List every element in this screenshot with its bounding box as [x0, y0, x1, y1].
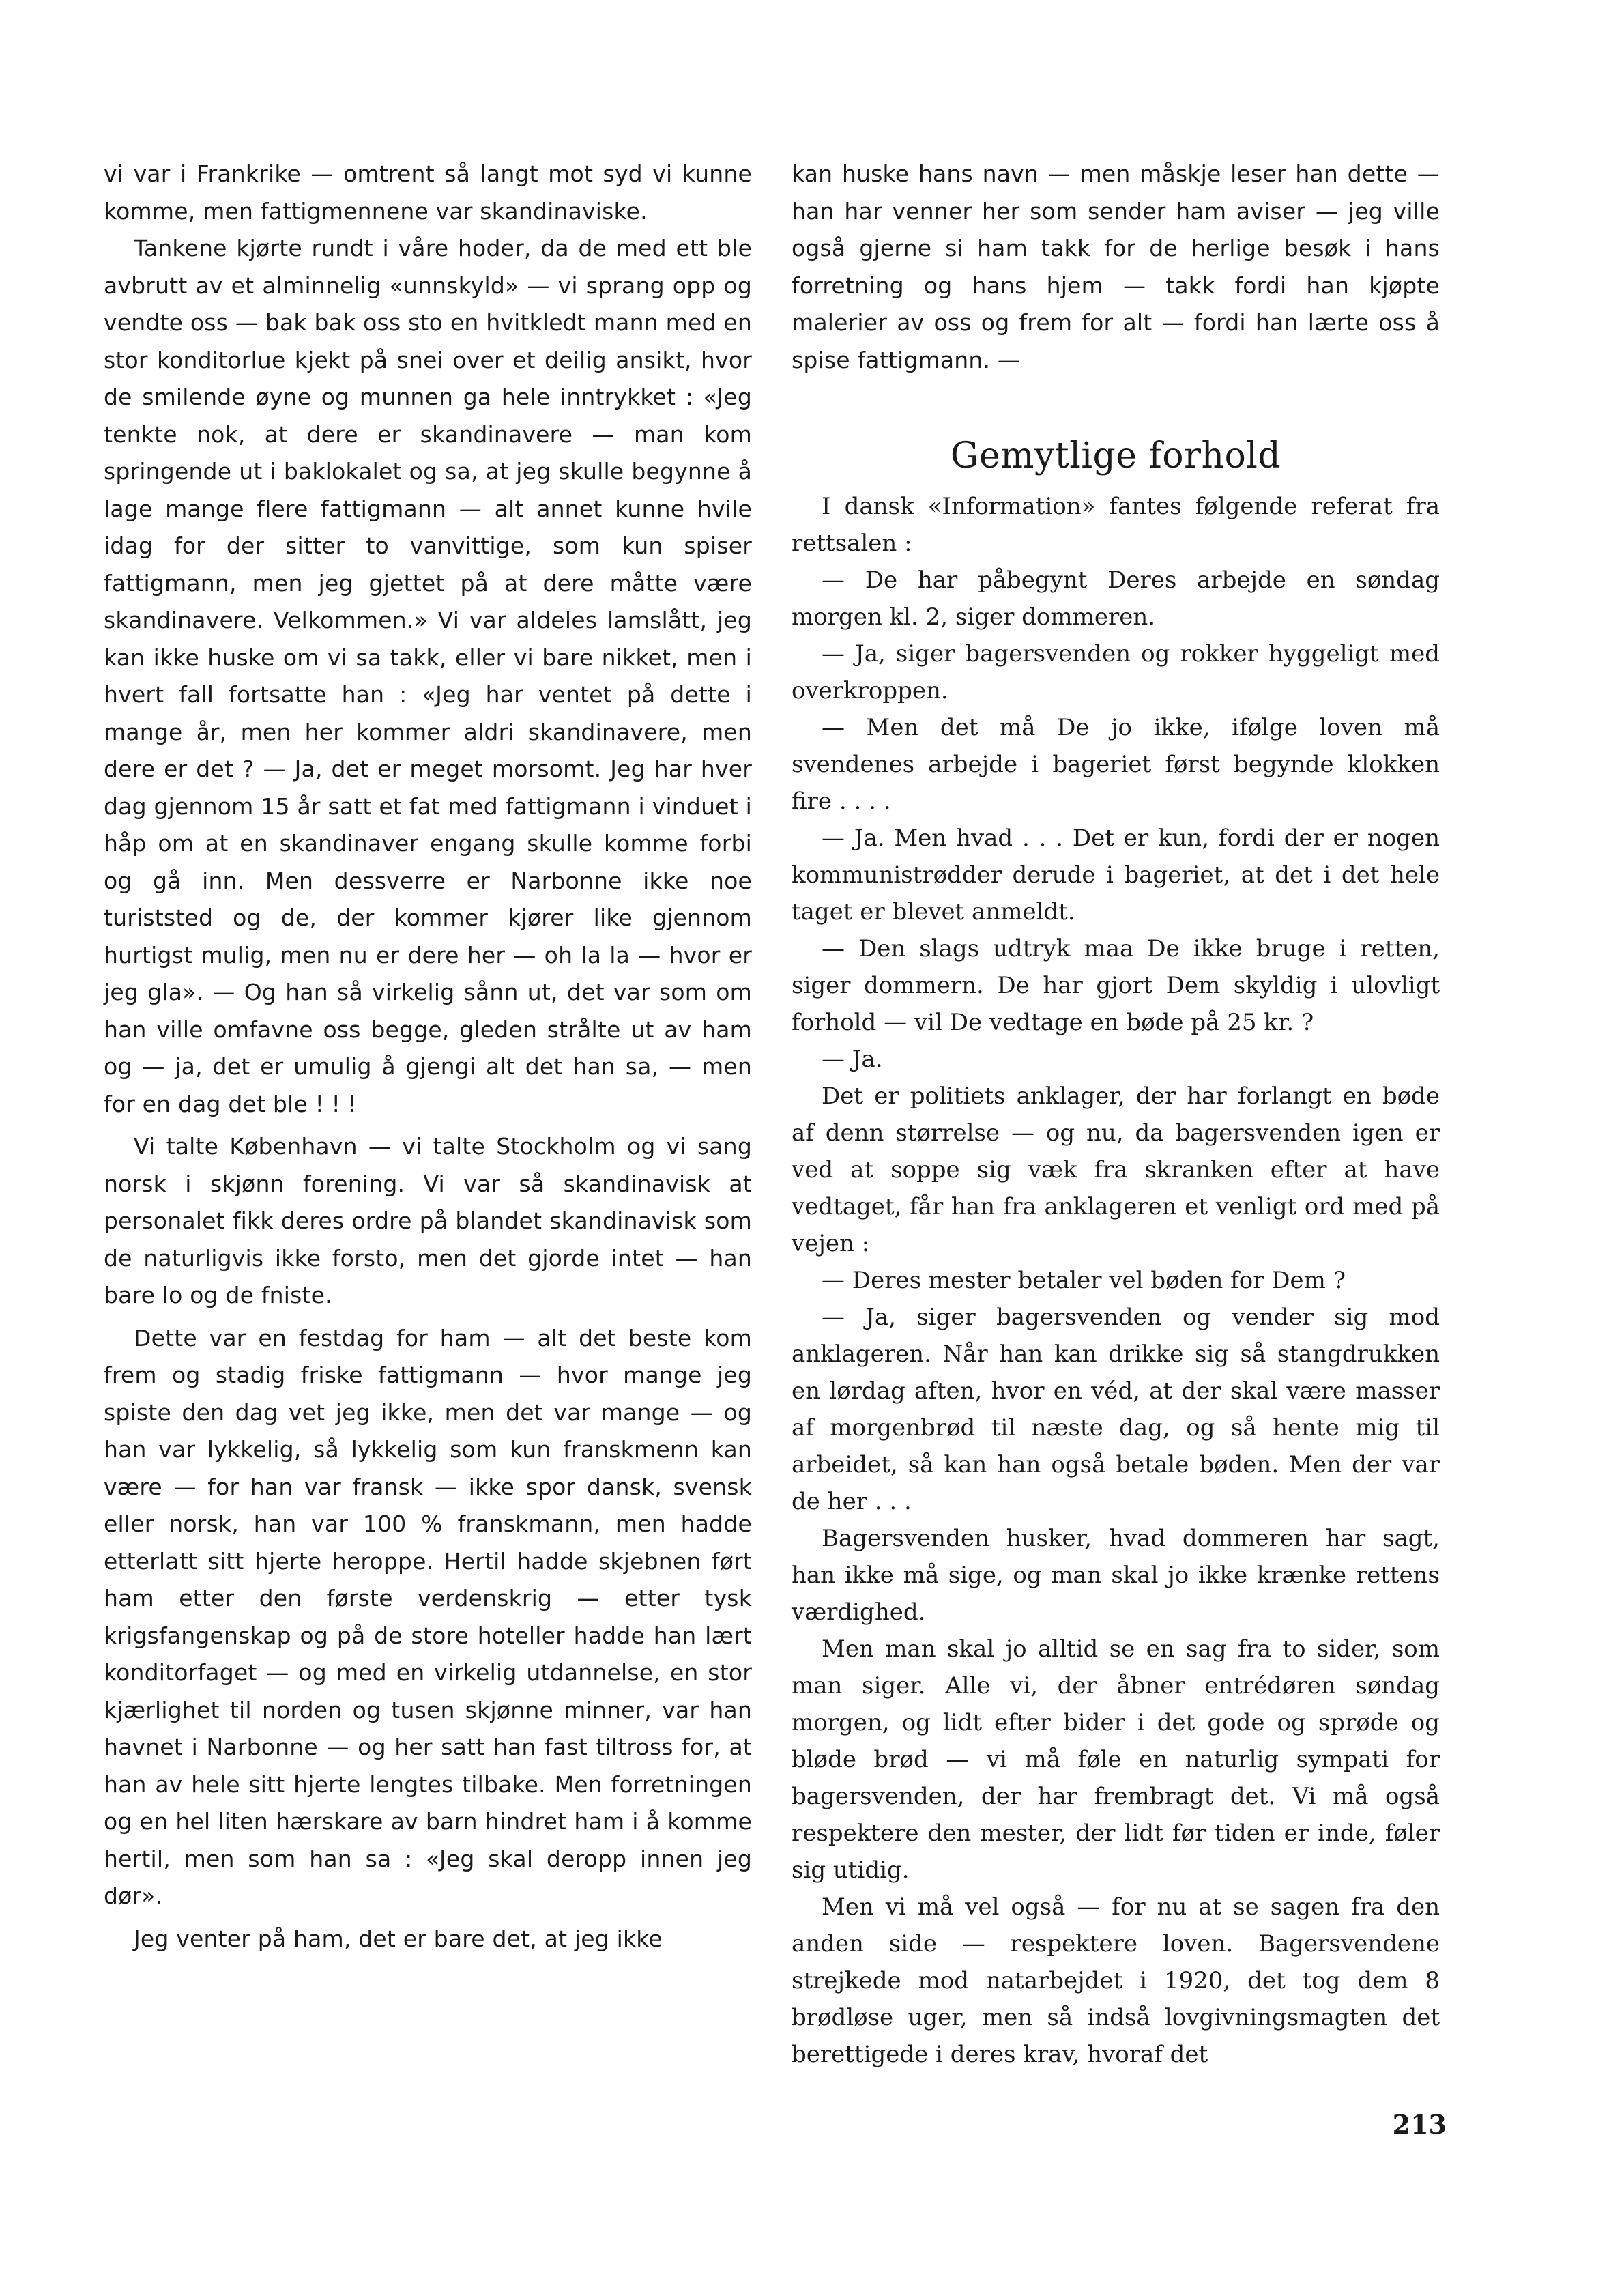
paragraph: — Ja, siger bagersvenden og rokker hyggeligt med overkroppen.	[792, 640, 1440, 704]
paragraph: — Den slags udtryk maa De ikke bruge i retten, siger dommern. De har gjort Dem skyldig i ulovligt forhold — vil De vedtage en bøde på 25 kr. ?	[792, 935, 1440, 1036]
paragraph: Det er politiets anklager, der har forlangt en bøde af denn størrelse — og nu, da bagersvenden igen er ved at soppe sig væk fra skranken efter at have vedtaget, får han fra anklageren et venligt ord med på vejen :	[792, 1083, 1440, 1257]
paragraph: — Ja. Men hvad . . . Det er kun, fordi der er nogen kommunistrødder derude i bageriet, at det i det hele taget er blevet anmeldt.	[792, 825, 1440, 926]
section-heading: Gemytlige forhold	[950, 435, 1281, 476]
paragraph: vi var i Frankrike — omtrent så langt mot syd vi kunne komme, men fattigmennene var skandinaviske.	[104, 160, 752, 225]
paragraph: — Ja.	[822, 1046, 883, 1073]
paragraph: Dette var en festdag for ham — alt det beste kom frem og stadig friske fattigmann — hvor mange jeg spiste den dag vet jeg ikke, men det var mange — og han var lykkelig, så lykkelig som kun franskmenn kan være — for han var fransk — ikke spor dansk, svensk eller norsk, han var 100 % franskmann, men hadde etterlatt sitt hjerte heroppe. Hertil hadde skjebnen ført ham etter den første verdenskrig — etter tysk krigsfangenskap og på de store hoteller hadde han lært konditorfaget — og med en virkelig utdannelse, en stor kjærlighet til norden og tusen skjønne minner, var han havnet i Narbonne — og her satt han fast tiltross for, at han av hele sitt hjerte lengtes tilbake. Men forretningen og en hel liten hærskare av barn hindret ham i å komme hertil, men som han sa : «Jeg skal deropp innen jeg dør».	[104, 1324, 752, 1909]
article-body	[792, 488, 1440, 2073]
paragraph: Jeg venter på ham, det er bare det, at jeg ikke	[134, 1925, 663, 1952]
page-number: 213	[1392, 2109, 1447, 2140]
paragraph: Vi talte København — vi talte Stockholm og vi sang norsk i skjønn forening. Vi var så skandinavisk at personalet fikk deres ordre på blandet skandinavisk som de naturligvis ikke forsto, men det gjorde intet — han bare lo og de fniste.	[104, 1133, 752, 1308]
paragraph: Bagersvenden husker, hvad dommeren har sagt, han ikke må sige, og man skal jo ikke krænke rettens værdighed.	[792, 1525, 1440, 1626]
paragraph: I dansk «Information» fantes følgende referat fra rettsalen :	[792, 493, 1440, 557]
right-column	[792, 156, 1440, 2073]
paragraph: — Men det må De jo ikke, ifølge loven må svendenes arbejde i bageriet først begynde klokken fire . . . .	[792, 714, 1440, 815]
paragraph: Men vi må vel også — for nu at se sagen fra den anden side — respektere loven. Bagersvendene strejkede mod natarbejdet i 1920, det tog dem 8 brødløse uger, men så indså lovgivningsmagten det berettigede i deres krav, hvoraf det	[792, 1893, 1440, 2068]
left-column	[104, 156, 752, 1958]
paragraph: — Deres mester betaler vel bøden for Dem ?	[822, 1267, 1346, 1294]
paragraph: — Ja, siger bagersvenden og vender sig mod anklageren. Når han kan drikke sig så stangdrukken en lørdag aften, hvor en véd, at der skal være masser af morgenbrød til næste dag, og så hente mig til arbeidet, så kan han også betale bøden. Men der var de her . . .	[792, 1304, 1440, 1515]
paragraph: — De har påbegynt Deres arbejde en søndag morgen kl. 2, siger dommeren.	[792, 567, 1440, 631]
paragraph: Tankene kjørte rundt i våre hoder, da de med ett ble avbrutt av et alminnelig «unnskyld» — vi sprang opp og vendte oss — bak bak oss sto en hvitkledt mann med en stor konditorlue kjekt på snei over et deilig ansikt, hvor de smilende øyne og munnen ga hele inntrykket : «Jeg tenkte nok, at dere er skandinavere — man kom springende ut i baklokalet og sa, at jeg skulle begynne å lage mange flere fattigmann — alt annet kunne hvile idag for der sitter to vanvittige, som kun spiser fattigmann, men jeg gjettet på at dere måtte være skandinavere. Velkommen.» Vi var aldeles lamslått, jeg kan ikke huske om vi sa takk, eller vi bare nikket, men i hvert fall fortsatte han : «Jeg har ventet på dette i mange år, men her kommer aldri skandinavere, men dere er det ? — Ja, det er meget morsomt. Jeg har hver dag gjennom 15 år satt et fat med fattigmann i vinduet i håp om at en skandinaver engang skulle komme forbi og gå inn. Men dessverre er Narbonne ikke noe turiststed og de, der kommer kjører like gjennom hurtigst mulig, men nu er dere her — oh la la — hvor er jeg gla». — Og han så virkelig sånn ut, det var som om han ville omfavne oss begge, gleden strålte ut av ham og — ja, det er umulig å gjengi alt det han sa, — men for en dag det ble ! ! !	[104, 235, 752, 1117]
intro-paragraph: kan huske hans navn — men måskje leser han dette — han har venner her som sender ham aviser — jeg ville også gjerne si ham takk for de herlige besøk i hans forretning og hans hjem — takk fordi han kjøpte malerier av oss og frem for alt — fordi han lærte oss å spise fattigmann. —	[792, 160, 1440, 373]
paragraph: Men man skal jo alltid se en sag fra to sider, som man siger. Alle vi, der åbner entrédøren søndag morgen, og lidt efter bider i det gode og sprøde og bløde brød — vi må føle en naturlig sympati for bagersvenden, der har frembragt det. Vi må også respektere den mester, der lidt før tiden er inde, føler sig utidig.	[792, 1635, 1440, 1884]
